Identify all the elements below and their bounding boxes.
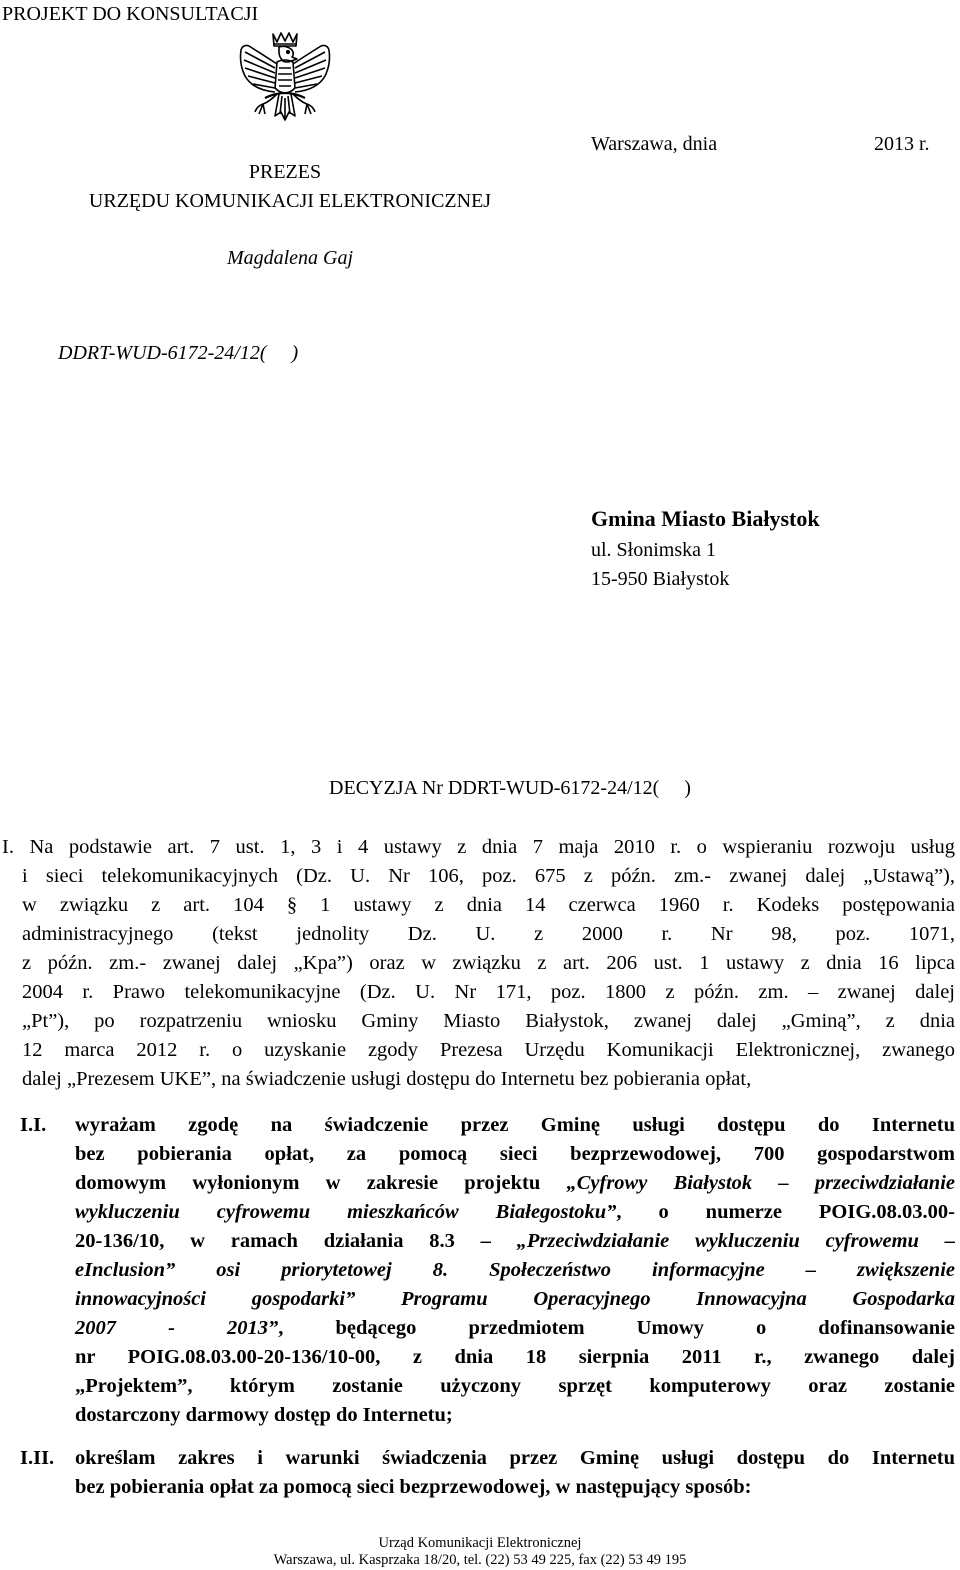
intro-line: „Pt”), po rozpatrzeniu wniosku Gminy Miasto Białystok, zwanej dalej „Gminą”, z dnia	[22, 1010, 955, 1032]
item-2-line: określam zakres i warunki świadczenia przez Gminę usługi dostępu do Internetu	[75, 1447, 955, 1469]
reference-number: DDRT-WUD-6172-24/12( )	[58, 342, 299, 364]
intro-paragraph	[2, 833, 955, 1094]
item-2-label: I.II.	[20, 1447, 55, 1469]
item-2-line: bez pobierania opłat za pomocą sieci bezprzewodowej, w następujący sposób:	[75, 1476, 752, 1498]
place-date: Warszawa, dnia	[591, 133, 718, 155]
polish-eagle-emblem	[235, 28, 335, 140]
measure-title-part: innowacyjności gospodarki” Programu Operacyjnego Innowacyjna Gospodarka	[75, 1288, 955, 1310]
project-title-part: wykluczeniu cyfrowemu mieszkańców Białegostoku”	[75, 1201, 617, 1223]
item-1-line	[75, 1169, 955, 1198]
item-1-line: „Projektem”, którym zostanie użyczony sprzęt komputerowy oraz zostanie	[75, 1375, 955, 1397]
item-1-line	[75, 1256, 955, 1285]
item-1-text-part: 20-136/10, w ramach działania 8.3 –	[75, 1230, 517, 1252]
item-1-line	[75, 1285, 955, 1314]
item-1-line: dostarczony darmowy dostęp do Internetu;	[75, 1404, 453, 1426]
authority-title: PREZES	[248, 161, 322, 183]
intro-line: I. Na podstawie art. 7 ust. 1, 3 i 4 ustawy z dnia 7 maja 2010 r. o wspieraniu rozwoju usług	[2, 836, 955, 858]
recipient-city: 15-950 Białystok	[591, 568, 730, 590]
intro-line: administracyjnego (tekst jednolity Dz. U. z 2000 r. Nr 98, poz. 1071,	[22, 923, 955, 945]
authority-name: Magdalena Gaj	[226, 247, 354, 269]
item-1-text	[75, 1111, 955, 1430]
item-1-text-part: domowym wyłonionym w zakresie projektu	[75, 1172, 567, 1194]
recipient-street: ul. Słonimska 1	[591, 539, 717, 561]
footer-address: Warszawa, ul. Kasprzaka 18/20, tel. (22) 53 49 225, fax (22) 53 49 195	[273, 1552, 687, 1568]
footer-org: Urząd Komunikacji Elektronicznej	[378, 1535, 582, 1551]
document-year: 2013 r.	[874, 133, 930, 155]
intro-line: z późn. zm.- zwanej dalej „Kpa”) oraz w związku z art. 206 ust. 1 ustawy z dnia 16 lipca	[22, 952, 955, 974]
measure-title-part: „Przeciwdziałanie wykluczeniu cyfrowemu –	[516, 1230, 955, 1252]
item-1-line	[75, 1227, 955, 1256]
item-1-line: wyrażam zgodę na świadczenie przez Gminę usługi dostępu do Internetu	[75, 1114, 955, 1136]
intro-line: i sieci telekomunikacyjnych (Dz. U. Nr 106, poz. 675 z późn. zm.- zwanej dalej „Ustawą”),	[22, 865, 955, 887]
item-1-text-part: , będącego przedmiotem Umowy o dofinansowanie	[278, 1317, 955, 1339]
item-1-line	[75, 1198, 955, 1227]
item-1-line	[75, 1314, 955, 1343]
authority-office: URZĘDU KOMUNIKACJI ELEKTRONICZNEJ	[88, 190, 492, 212]
measure-title-part: eInclusion” osi priorytetowej 8. Społeczeństwo informacyjne – zwiększenie	[75, 1259, 955, 1281]
intro-line: dalej „Prezesem UKE”, na świadczenie usługi dostępu do Internetu bez pobierania opłat,	[22, 1068, 752, 1090]
measure-title-part: 2007 - 2013”	[75, 1317, 279, 1339]
item-1-label: I.I.	[20, 1114, 47, 1136]
recipient-name: Gmina Miasto Białystok	[591, 506, 820, 531]
project-title-part: „Cyfrowy Białystok – przeciwdziałanie	[566, 1172, 955, 1194]
intro-line: 12 marca 2012 r. o uzyskanie zgody Prezesa Urzędu Komunikacji Elektronicznej, zwanego	[22, 1039, 955, 1061]
item-2-text	[75, 1444, 955, 1502]
decision-title: DECYZJA Nr DDRT-WUD-6172-24/12( )	[329, 777, 691, 799]
draft-label: PROJEKT DO KONSULTACJI	[2, 3, 259, 25]
item-1-line: bez pobierania opłat, za pomocą sieci bezprzewodowej, 700 gospodarstwom	[75, 1143, 955, 1165]
intro-line: w związku z art. 104 § 1 ustawy z dnia 14 czerwca 1960 r. Kodeks postępowania	[22, 894, 955, 916]
intro-line: 2004 r. Prawo telekomunikacyjne (Dz. U. Nr 171, poz. 1800 z późn. zm. – zwanej dalej	[22, 981, 955, 1003]
item-1-line: nr POIG.08.03.00-20-136/10-00, z dnia 18 sierpnia 2011 r., zwanego dalej	[75, 1346, 955, 1368]
item-1-text-part: , o numerze POIG.08.03.00-	[616, 1201, 955, 1223]
